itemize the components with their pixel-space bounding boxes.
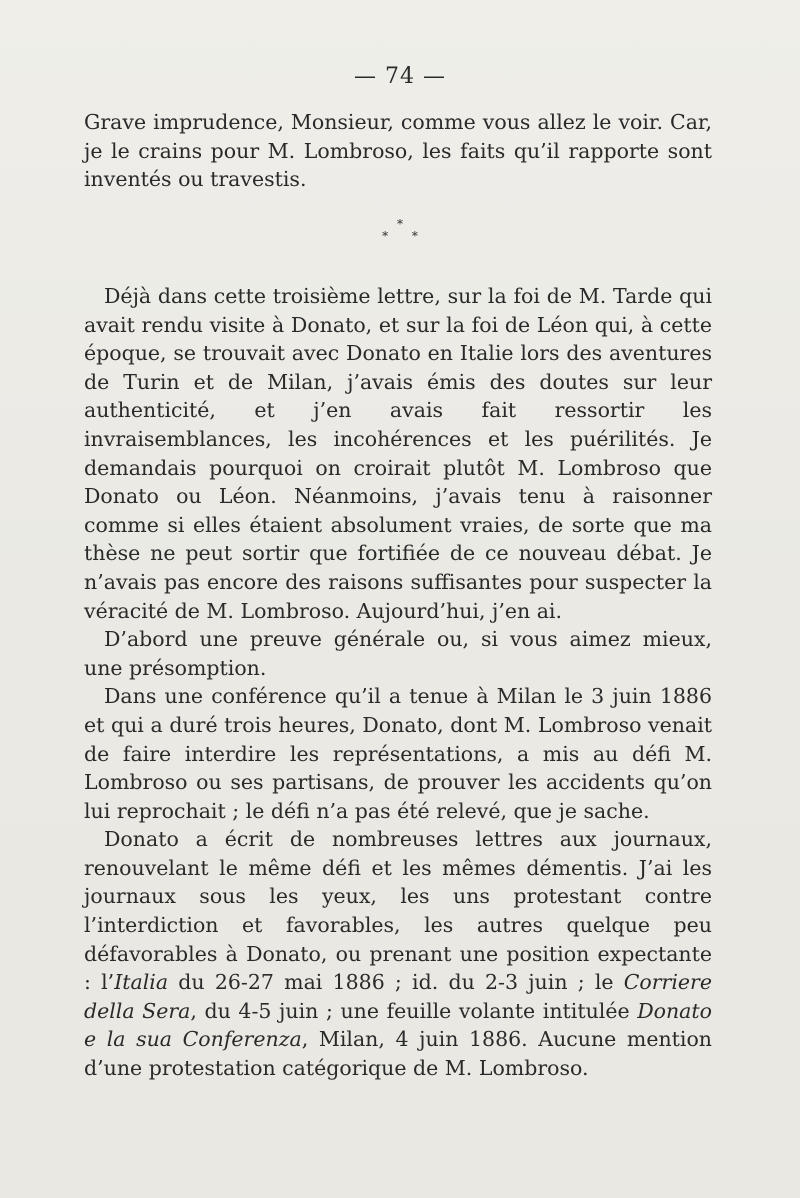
asterism-top: * [397,217,403,231]
text-run: , Milan, 4 juin 1886. Aucune mention d’une protestation catégorique de M. Lombroso. [84,1027,712,1081]
text-run: du 26-27 mai 1886 ; id. du 2-3 juin ; le [168,970,624,995]
text-run: , du 4-5 juin ; une feuille volante intitulée [190,998,638,1023]
paragraph: Déjà dans cette troisième lettre, sur la foi de M. Tarde qui avait rendu visite à Donato, et sur la foi de Léon qui, à cette époque, se trouvait avec Donato en Italie lors des aventures de Turin et de Milan, j’avais émis des doutes sur leur authenticité, et j’en avais fait ressortir les invraisemblances, les incohérences et les puérilités. Je demandais pourquoi on croirait plutôt M. Lombroso que Donato ou Léon. Néanmoins, j’avais tenu à raisonner comme si elles étaient absolument vraies, de sorte que ma thèse ne peut sortir que fortifiée de ce nouveau débat. Je n’avais pas encore des raisons suffisantes pour suspecter la véracité de M. Lombroso. Aujourd’hui, j’en ai. [84,284,712,623]
asterism-bottom: * * [382,229,428,243]
paragraph: D’abord une preuve générale ou, si vous aimez mieux, une présomption. [84,627,712,680]
page-number: — 74 — [354,64,446,89]
newspaper-title-corriere: Corriere della Sera [84,970,712,1023]
intro-paragraph: Grave imprudence, Monsieur, comme vous allez le voir. Car, je le crains pour M. Lombroso, les faits qu’il rapporte sont inventés ou travestis. [84,110,712,192]
newspaper-title-italia: Italia [114,970,169,995]
body-text-block [84,282,712,1083]
paragraph-last [84,825,712,1082]
pamphlet-title: Donato e la sua Conferenza [84,998,712,1052]
text-run: Donato a écrit de nombreuses lettres aux journaux, renouvelant le même défi et les mêmes démentis. J’ai les journaux sous les yeux, les uns protestant contre l’interdiction et favorables, les autres quelque peu défavorables à Donato, ou prenant une position expectante : l’ [84,827,712,995]
intro-text-block [84,108,712,194]
section-separator [0,218,800,242]
paragraph: Dans une conférence qu’il a tenue à Milan le 3 juin 1886 et qui a duré trois heures, Donato, dont M. Lombroso venait de faire interdire les représentations, a mis au défi M. Lombroso ou ses partisans, de prouver les accidents qu’on lui reprochait ; le défi n’a pas été relevé, que je sache. [84,684,712,823]
